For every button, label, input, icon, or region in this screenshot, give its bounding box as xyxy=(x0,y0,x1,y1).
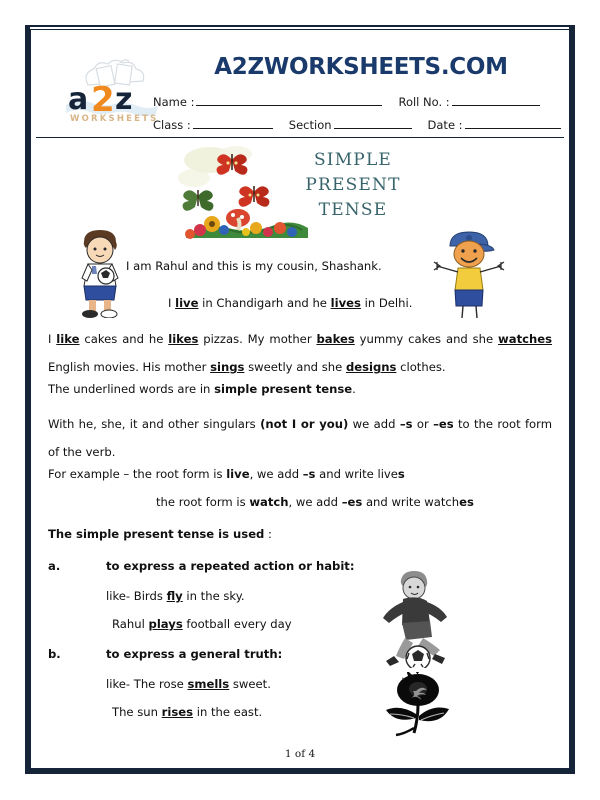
intro-line-2 xyxy=(168,296,412,310)
title-graphic-text xyxy=(288,148,418,223)
butterfly-icon xyxy=(183,190,214,211)
main-text-5: English movies. His mother xyxy=(48,360,211,374)
b-ex2-text-a: The sun xyxy=(112,705,162,719)
rule-text-1: With he, she, it and other singulars xyxy=(48,417,261,431)
boy-kicking-football-illustration xyxy=(375,568,471,668)
roll-no-label: Roll No. : xyxy=(398,95,450,109)
verb-smells: smells xyxy=(187,677,230,691)
list-marker-b: b. xyxy=(48,647,61,661)
main-text-6: sweetly and she xyxy=(244,360,346,374)
list-item-b-example-1 xyxy=(106,677,271,691)
class-section-date-field-row xyxy=(153,118,563,132)
verb-watches: watches xyxy=(498,332,552,346)
title-graphic xyxy=(176,144,420,240)
verb-plays: plays xyxy=(148,617,183,631)
page-indicator: 1 of 4 xyxy=(284,748,316,760)
list-item-a-example-2 xyxy=(112,617,292,631)
name-input-line[interactable] xyxy=(196,95,382,106)
note-text-c: . xyxy=(352,382,356,396)
ex2-bold-es: es xyxy=(459,495,474,509)
svg-text:WORKSHEETS: WORKSHEETS xyxy=(70,114,159,124)
b-ex2-text-c: in the east. xyxy=(193,705,263,719)
worksheet-header xyxy=(36,33,564,140)
ex2-text-a: the root form is xyxy=(156,495,250,509)
intro2-text-b: in Chandigarh and he xyxy=(198,296,331,310)
underlined-words-note xyxy=(48,382,356,396)
list-item-b-example-2 xyxy=(112,705,262,719)
title-line-3: TENSE xyxy=(318,200,388,220)
boy-with-cap-illustration xyxy=(432,224,506,318)
example-line-2 xyxy=(156,495,474,509)
page-border-left-bar xyxy=(25,25,30,773)
b-ex1-text-c: sweet. xyxy=(229,677,271,691)
a-ex2-text-a: Rahul xyxy=(112,617,149,631)
rule-emphasis-not-i-or-you: (not I or you) xyxy=(260,417,349,431)
verb-rises: rises xyxy=(161,705,194,719)
ex2-text-e: and write watch xyxy=(362,495,460,509)
usage-heading-text: The simple present tense is used xyxy=(48,527,265,541)
header-divider xyxy=(36,137,564,138)
name-roll-field-row xyxy=(153,95,542,109)
section-label: Section xyxy=(288,118,332,132)
ex1-suffix-s: –s xyxy=(302,467,316,481)
main-text-1: I xyxy=(48,332,57,346)
name-label: Name : xyxy=(153,95,195,109)
list-item-a-example-1 xyxy=(106,589,245,603)
a-ex1-text-a: like- Birds xyxy=(106,589,167,603)
svg-text:2: 2 xyxy=(91,80,115,120)
verb-fly: fly xyxy=(166,589,183,603)
class-input-line[interactable] xyxy=(193,118,273,129)
verb-lives: lives xyxy=(330,296,361,310)
rule-text-3: we add xyxy=(348,417,400,431)
suffix-s: –s xyxy=(399,417,413,431)
main-text-4: yummy cakes and she xyxy=(354,332,499,346)
date-label: Date : xyxy=(427,118,463,132)
section-input-line[interactable] xyxy=(334,118,412,129)
ex1-text-e: and write live xyxy=(315,467,398,481)
ex2-suffix-es: –es xyxy=(341,495,363,509)
ex1-bold-s: s xyxy=(397,467,405,481)
page-border-right-bar xyxy=(569,25,574,773)
intro2-text-a: I xyxy=(168,296,176,310)
example-line-1 xyxy=(48,467,405,481)
ex2-text-c: , we add xyxy=(288,495,342,509)
title-line-2: PRESENT xyxy=(305,175,401,195)
rule-text-5: or xyxy=(412,417,434,431)
main-text-3: pizzas. My mother xyxy=(198,332,317,346)
a-ex1-text-c: in the sky. xyxy=(182,589,245,603)
suffix-es: –es xyxy=(433,417,454,431)
class-label: Class : xyxy=(153,118,191,132)
roll-no-input-line[interactable] xyxy=(452,95,540,106)
usage-heading xyxy=(48,527,272,541)
list-item-b-title: to express a general truth: xyxy=(106,647,283,661)
svg-text:a: a xyxy=(68,82,89,117)
svg-text:z: z xyxy=(115,82,133,117)
note-text-a: The underlined words are in xyxy=(48,382,215,396)
list-item-a-title: to express a repeated action or habit: xyxy=(106,559,355,573)
verb-live: live xyxy=(175,296,199,310)
b-ex1-text-a: like- The rose xyxy=(106,677,188,691)
verb-likes: likes xyxy=(168,332,199,346)
page-border-bottom-bar xyxy=(25,768,575,774)
main-text-2: cakes and he xyxy=(79,332,169,346)
verb-designs: designs xyxy=(345,360,397,374)
main-paragraph xyxy=(48,325,552,381)
intro2-text-c: in Delhi. xyxy=(360,296,413,310)
usage-heading-colon: : xyxy=(264,527,272,541)
verb-bakes: bakes xyxy=(316,332,355,346)
list-marker-a: a. xyxy=(48,559,61,573)
root-form-live: live xyxy=(226,467,250,481)
rule-text-7: to the root form of the verb. xyxy=(48,417,552,459)
date-input-line[interactable] xyxy=(465,118,561,129)
title-line-1: SIMPLE xyxy=(313,150,393,170)
a2z-logo xyxy=(58,59,166,129)
ex1-text-c: , we add xyxy=(249,467,303,481)
verb-like: like xyxy=(56,332,80,346)
root-form-watch: watch xyxy=(249,495,289,509)
main-text-7: clothes. xyxy=(396,360,446,374)
butterfly-icon xyxy=(239,186,270,207)
note-emphasis: simple present tense xyxy=(214,382,353,396)
site-title: A2ZWORKSHEETS.COM xyxy=(214,54,508,80)
verb-sings: sings xyxy=(210,360,245,374)
black-rose-illustration xyxy=(380,672,466,738)
ex1-text-a: For example – the root form is xyxy=(48,467,227,481)
a-ex2-text-c: football every day xyxy=(182,617,292,631)
rule-paragraph xyxy=(48,410,552,466)
intro-line-1: I am Rahul and this is my cousin, Shashank. xyxy=(126,259,382,273)
